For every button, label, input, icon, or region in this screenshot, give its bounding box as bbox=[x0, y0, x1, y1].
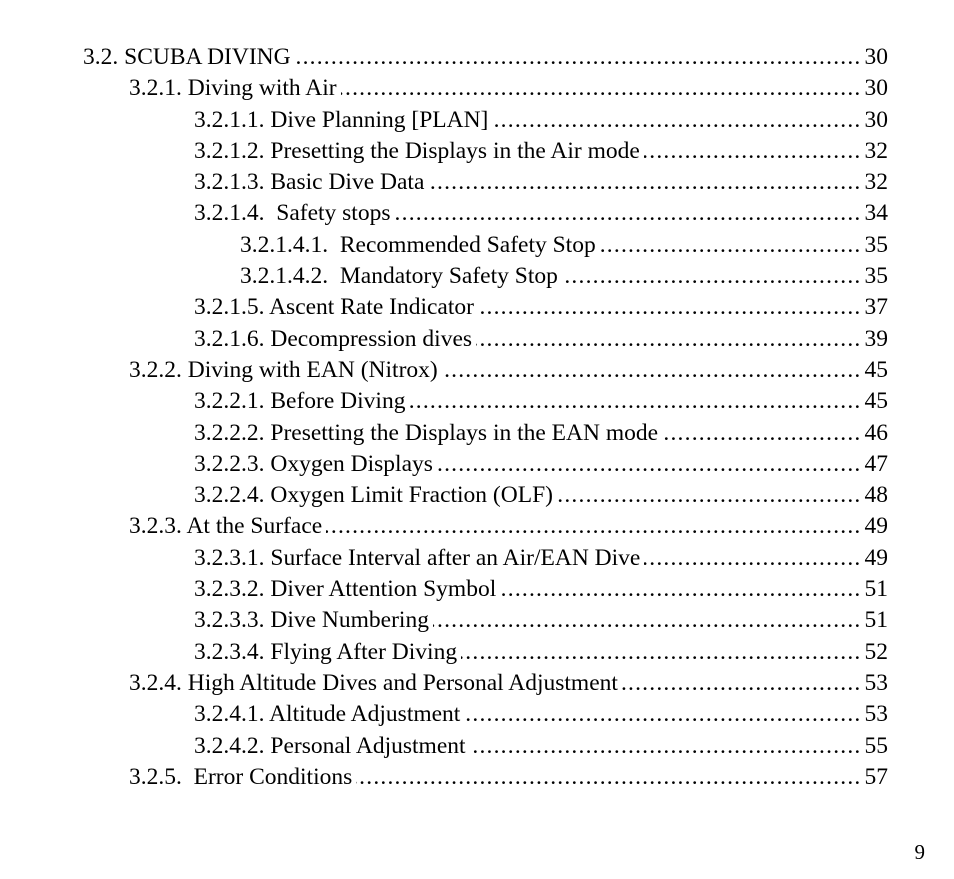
toc-dot-leader bbox=[433, 605, 862, 636]
toc-entry-link[interactable] bbox=[194, 167, 888, 198]
toc-entry-link[interactable] bbox=[194, 543, 888, 574]
toc-entry-title: 3.2.1.6. Decompression dives bbox=[194, 325, 473, 352]
toc-dot-leader bbox=[478, 292, 862, 323]
toc-entry-title: 3.2.4. High Altitude Dives and Personal Adjustment bbox=[129, 669, 618, 696]
toc-entry-page: 51 bbox=[864, 607, 888, 634]
toc-row bbox=[0, 762, 954, 793]
toc-entry-title: 3.2.1.5. Ascent Rate Indicator bbox=[194, 294, 474, 321]
toc-entry-link[interactable] bbox=[194, 386, 888, 417]
toc-entry-title: 3.2.1.4. Safety stops bbox=[194, 200, 391, 227]
toc-dot-leader bbox=[442, 355, 862, 386]
toc-entry-title: 3.2.1.4.1. Recommended Safety Stop bbox=[240, 231, 596, 258]
toc-row bbox=[0, 699, 954, 730]
toc-entry-page: 49 bbox=[864, 544, 888, 571]
toc-row bbox=[0, 605, 954, 636]
toc-entry-link[interactable] bbox=[194, 574, 888, 605]
toc-dot-leader bbox=[341, 73, 862, 104]
toc-row bbox=[0, 511, 954, 542]
page-number: 9 bbox=[914, 840, 925, 864]
toc-dot-leader bbox=[644, 136, 862, 167]
toc-entry-page: 57 bbox=[864, 763, 888, 790]
toc-entry-link[interactable] bbox=[194, 699, 888, 730]
toc-entry-title: 3.2.1.3. Basic Dive Data bbox=[194, 169, 425, 196]
toc-row bbox=[0, 543, 954, 574]
toc-entry-title: 3.2.1.1. Dive Planning [PLAN] bbox=[194, 106, 489, 133]
toc-entry-page: 53 bbox=[864, 701, 888, 728]
toc-entry-link[interactable] bbox=[240, 230, 888, 261]
toc-row bbox=[0, 637, 954, 668]
toc-entry-page: 37 bbox=[864, 294, 888, 321]
toc-dot-leader bbox=[428, 167, 861, 198]
toc-row bbox=[0, 105, 954, 136]
toc-entry-title: 3.2. SCUBA DIVING bbox=[83, 44, 291, 70]
toc-row bbox=[0, 731, 954, 762]
toc-entry-link[interactable] bbox=[129, 762, 888, 793]
toc-entry-page: 32 bbox=[864, 137, 888, 164]
toc-entry-title: 3.2.4.1. Altitude Adjustment bbox=[194, 701, 461, 728]
toc-dot-leader bbox=[326, 511, 861, 542]
toc-dot-leader bbox=[662, 418, 861, 449]
toc-entry-title: 3.2.2.2. Presetting the Displays in the EAN mode bbox=[194, 419, 659, 446]
toc-row bbox=[0, 480, 954, 511]
toc-row bbox=[0, 574, 954, 605]
toc-entry-title: 3.2.3.3. Dive Numbering bbox=[194, 607, 429, 634]
toc-entry-link[interactable] bbox=[194, 198, 888, 229]
toc-entry-link[interactable] bbox=[194, 480, 888, 511]
toc-row bbox=[0, 386, 954, 417]
toc-entry-link[interactable] bbox=[194, 637, 888, 668]
toc-entry-page: 35 bbox=[864, 231, 888, 258]
toc-dot-leader bbox=[464, 699, 861, 730]
toc-entry-page: 55 bbox=[864, 732, 888, 759]
toc-entry-title: 3.2.2. Diving with EAN (Nitrox) bbox=[129, 356, 438, 383]
toc-entry-title: 3.2.1.4.2. Mandatory Safety Stop bbox=[240, 263, 558, 290]
toc-dot-leader bbox=[557, 480, 862, 511]
toc-entry-title: 3.2.3. At the Surface bbox=[129, 513, 323, 540]
toc-entry-page: 45 bbox=[864, 388, 888, 415]
toc-row bbox=[0, 292, 954, 323]
toc-row bbox=[0, 449, 954, 480]
toc-dot-leader bbox=[492, 105, 861, 136]
toc-entry-page: 30 bbox=[864, 44, 888, 70]
toc-entry-link[interactable] bbox=[129, 355, 888, 386]
toc-dot-leader bbox=[622, 668, 862, 699]
toc-dot-leader bbox=[461, 637, 861, 668]
toc-entry-page: 49 bbox=[864, 513, 888, 540]
toc-row bbox=[0, 73, 954, 104]
toc-entry-link[interactable] bbox=[129, 73, 888, 104]
toc-entry-page: 52 bbox=[864, 638, 888, 665]
toc-entry-page: 35 bbox=[864, 263, 888, 290]
toc-row bbox=[0, 324, 954, 355]
table-of-contents bbox=[0, 42, 954, 793]
toc-entry-page: 34 bbox=[864, 200, 888, 227]
toc-row bbox=[0, 668, 954, 699]
toc-entry-link[interactable] bbox=[194, 605, 888, 636]
toc-entry-link[interactable] bbox=[194, 418, 888, 449]
toc-entry-link[interactable] bbox=[194, 731, 888, 762]
toc-row bbox=[0, 42, 954, 73]
toc-dot-leader bbox=[644, 543, 861, 574]
toc-dot-leader bbox=[562, 261, 862, 292]
toc-entry-link[interactable] bbox=[194, 449, 888, 480]
toc-row bbox=[0, 136, 954, 167]
toc-entry-title: 3.2.1.2. Presetting the Displays in the Air mode bbox=[194, 137, 640, 164]
toc-entry-title: 3.2.2.3. Oxygen Displays bbox=[194, 450, 433, 477]
toc-dot-leader bbox=[476, 324, 861, 355]
toc-entry-page: 53 bbox=[864, 669, 888, 696]
toc-entry-link[interactable] bbox=[194, 136, 888, 167]
toc-entry-title: 3.2.4.2. Personal Adjustment bbox=[194, 732, 466, 759]
toc-row bbox=[0, 418, 954, 449]
toc-dot-leader bbox=[500, 574, 861, 605]
toc-row bbox=[0, 355, 954, 386]
toc-entry-page: 39 bbox=[864, 325, 888, 352]
toc-entry-link[interactable] bbox=[129, 511, 888, 542]
toc-entry-page: 32 bbox=[864, 169, 888, 196]
toc-entry-title: 3.2.5. Error Conditions bbox=[129, 763, 353, 790]
toc-entry-title: 3.2.3.2. Diver Attention Symbol bbox=[194, 576, 497, 603]
toc-dot-leader bbox=[295, 42, 862, 73]
toc-entry-page: 48 bbox=[864, 482, 888, 509]
toc-row bbox=[0, 167, 954, 198]
toc-row bbox=[0, 230, 954, 261]
toc-dot-leader bbox=[394, 198, 861, 229]
toc-row bbox=[0, 261, 954, 292]
toc-entry-link[interactable] bbox=[194, 105, 888, 136]
toc-entry-page: 30 bbox=[864, 106, 888, 133]
toc-entry-page: 30 bbox=[864, 75, 888, 102]
toc-dot-leader bbox=[437, 449, 862, 480]
toc-entry-link[interactable] bbox=[129, 668, 888, 699]
toc-entry-link[interactable] bbox=[194, 324, 888, 355]
toc-entry-title: 3.2.1. Diving with Air bbox=[129, 75, 337, 102]
toc-entry-page: 51 bbox=[864, 576, 888, 603]
toc-entry-page: 46 bbox=[864, 419, 888, 446]
toc-entry-title: 3.2.3.4. Flying After Diving bbox=[194, 638, 458, 665]
toc-entry-link[interactable] bbox=[240, 261, 888, 292]
toc-entry-link[interactable] bbox=[83, 42, 888, 73]
toc-dot-leader bbox=[356, 762, 861, 793]
toc-entry-title: 3.2.2.4. Oxygen Limit Fraction (OLF) bbox=[194, 482, 553, 509]
toc-entry-title: 3.2.2.1. Before Diving bbox=[194, 388, 406, 415]
toc-entry-link[interactable] bbox=[194, 292, 888, 323]
toc-entry-page: 45 bbox=[864, 356, 888, 383]
toc-dot-leader bbox=[600, 230, 862, 261]
toc-dot-leader bbox=[470, 731, 862, 762]
toc-dot-leader bbox=[409, 386, 861, 417]
toc-row bbox=[0, 198, 954, 229]
toc-entry-title: 3.2.3.1. Surface Interval after an Air/EAN Dive bbox=[194, 544, 641, 571]
toc-entry-page: 47 bbox=[864, 450, 888, 477]
